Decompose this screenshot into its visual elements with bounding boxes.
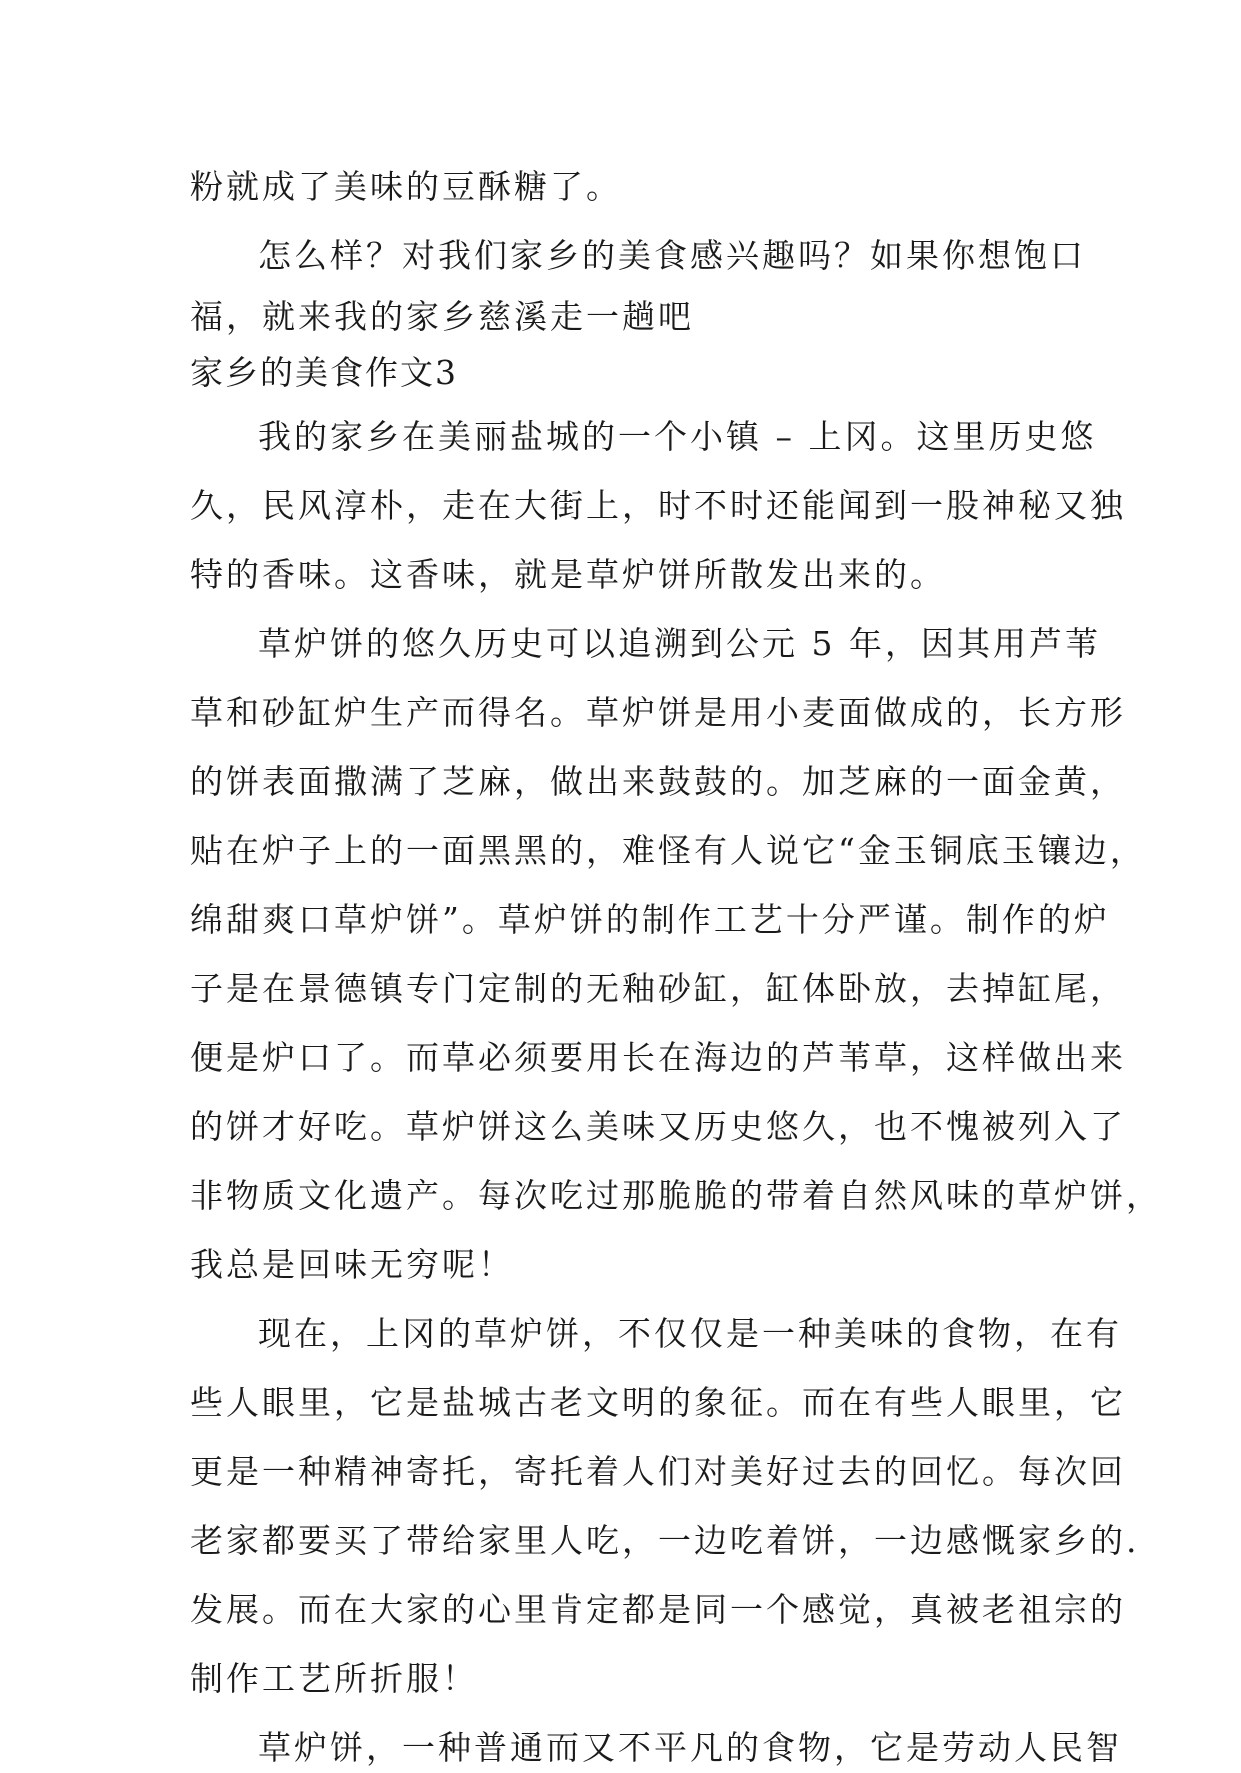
paragraph-line: 我的家乡在美丽盐城的一个小镇 – 上冈。这里历史悠 [258,417,1097,456]
paragraph-line: 子是在景德镇专门定制的无釉砂缸，缸体卧放，去掉缸尾， [190,969,1126,1008]
paragraph-line: 老家都要买了带给家里人吃，一边吃着饼，一边感慨家乡的. [190,1521,1140,1560]
paragraph-line: 粉就成了美味的豆酥糖了。 [190,167,622,206]
paragraph-line: 草炉饼，一种普通而又不平凡的食物，它是劳动人民智 [258,1728,1122,1767]
paragraph-line: 非物质文化遗产。每次吃过那脆脆的带着自然风味的草炉饼， [190,1176,1162,1215]
paragraph-line: 贴在炉子上的一面黑黑的，难怪有人说它“金玉铜底玉镶边， [190,831,1146,870]
paragraph-line: 现在，上冈的草炉饼，不仅仅是一种美味的食物，在有 [258,1314,1122,1353]
paragraph-line: 草和砂缸炉生产而得名。草炉饼是用小麦面做成的，长方形 [190,693,1126,732]
paragraph-line: 的饼表面撒满了芝麻，做出来鼓鼓的。加芝麻的一面金黄， [190,762,1126,801]
paragraph-line: 草炉饼的悠久历史可以追溯到公元 5 年，因其用芦苇 [258,624,1101,663]
paragraph-line: 便是炉口了。而草必须要用长在海边的芦苇草，这样做出来 [190,1038,1126,1077]
section-heading: 家乡的美食作文3 [190,353,458,392]
paragraph-line: 怎么样？对我们家乡的美食感兴趣吗？如果你想饱口 [258,236,1086,275]
paragraph-line: 的饼才好吃。草炉饼这么美味又历史悠久，也不愧被列入了 [190,1107,1126,1146]
paragraph-line: 我总是回味无穷呢！ [190,1245,514,1284]
paragraph-line: 发展。而在大家的心里肯定都是同一个感觉，真被老祖宗的 [190,1590,1126,1629]
paragraph-line: 绵甜爽口草炉饼”。草炉饼的制作工艺十分严谨。制作的炉 [190,900,1110,939]
paragraph-line: 些人眼里，它是盐城古老文明的象征。而在有些人眼里，它 [190,1383,1126,1422]
document-body [190,162,1162,1773]
paragraph-line: 更是一种精神寄托，寄托着人们对美好过去的回忆。每次回 [190,1452,1126,1491]
paragraph-line: 福，就来我的家乡慈溪走一趟吧 [190,297,694,336]
paragraph-line: 久，民风淳朴，走在大街上，时不时还能闻到一股神秘又独 [190,486,1126,525]
paragraph-line: 特的香味。这香味，就是草炉饼所散发出来的。 [190,555,946,594]
paragraph-line: 制作工艺所折服！ [190,1659,478,1698]
